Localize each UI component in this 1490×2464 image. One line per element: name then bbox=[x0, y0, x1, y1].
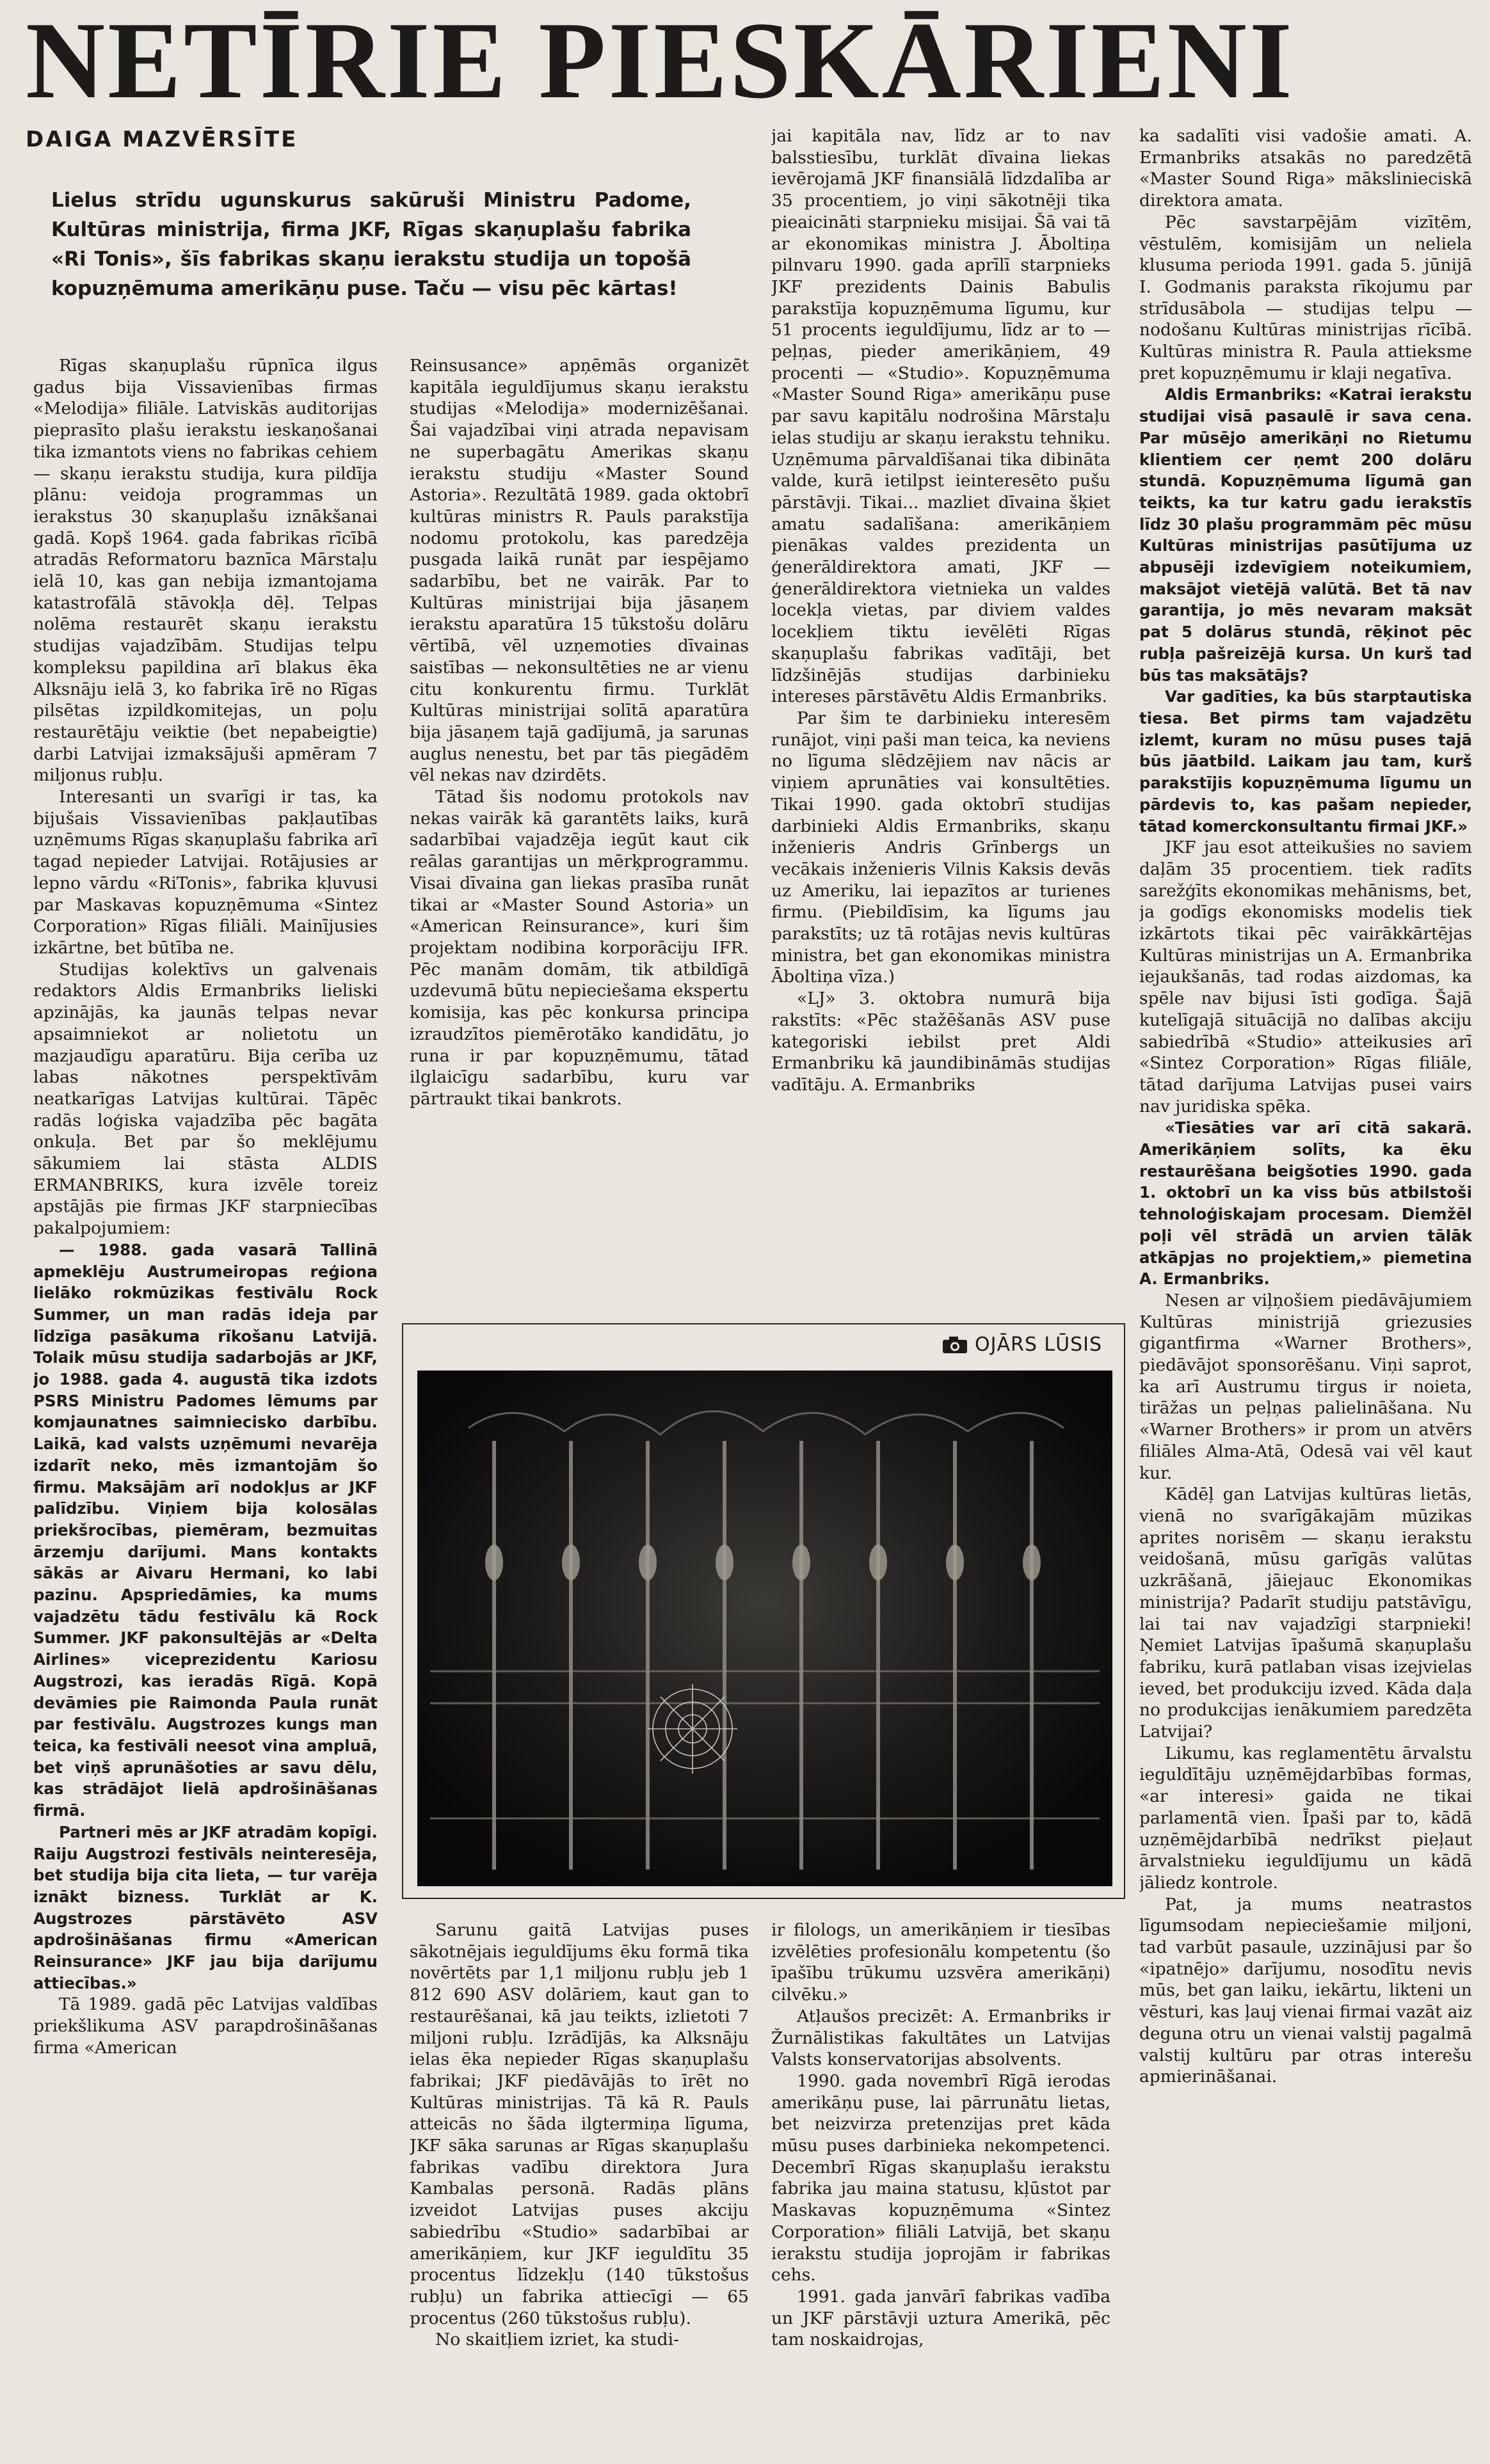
column-3-bottom bbox=[771, 1920, 1110, 2460]
body-paragraph: Reinsusance» apņēmās organizēt kapitāla ieguldījumus skaņu ierakstu studijas «Melodija» modernizēšanai. Šai vajadzībai viņi atrada nepavisam ne superbagātu Amerikas skaņu ierakstu studiju «Master Sound Astoria». Rezultātā 1989. gada oktobrī kultūras ministrs R. Pauls parakstīja nodomu protokolu, kas paredzēja pusgada laikā runāt par iespējamo sadarbību, bet ne vairāk. Par to Kultūras ministrijai bija jāsaņem ierakstu aparatūra 15 tūkstošu dolāru vērtībā, vēl uzņemoties dīvainas saistības — nekonsultēties ne ar vienu citu konkurentu firmu. Turklāt Kultūras ministrijai solītā aparatūra bija jāsaņem tajā gadījumā, ja sarunas auglus nenestu, bet par tās piegādēm vēl nekas nav dzirdēts. bbox=[410, 356, 749, 786]
lead-paragraph: Lielus strīdu ugunskurus sakūruši Ministru Padome, Kultūras ministrija, firma JKF, Rīgas skaņuplašu fabrika «Ri Tonis», šīs fabrikas skaņu ierakstu studija un topošā kopuzņēmuma amerikāņu puse. Taču — visu pēc kārtas! bbox=[51, 189, 691, 300]
body-paragraph: Studijas kolektīvs un galvenais redaktors Aldis Ermanbriks lieliski apzinājās, ka jaunās telpas nevar apsaimniekot ar nolietotu un mazjaudīgu aparatūru. Bija cerība uz labas nākotnes perspektīvām neatkarīgas Latvijas kultūrai. Tāpēc radās loģiska vajadzība pēc bagāta onkuļa. Bet par šo meklējumu sākumiem lai stāsta ALDIS ERMANBRIKS, kura izvēle toreiz apstājās pie firmas JKF starpniecības pakalpojumiem: bbox=[33, 959, 378, 1239]
body-paragraph: Pēc savstarpējām vizītēm, vēstulēm, komisijām un neliela klusuma perioda 1991. gada 5. jūnijā I. Godmanis paraksta rīkojumu par strīdusābola — studijas telpu — nodošanu Kultūras ministrijas rīcībā. Kultūras ministra R. Paula attieksme pret kopuzņēmumu ir klaji negatīva. bbox=[1139, 212, 1472, 383]
body-paragraph: Nesen ar viļņošiem piedāvājumiem Kultūras ministrijā griezusies gigantfirma «Warner Brothers», piedāvājot sponsorēšanu. Viņi saprot, ka arī Austrumu tirgus ir noieta, tirāžas un peļņas palielināšana. Nu «Warner Brothers» ir prom un atvērs filiāles Alma-Atā, Odesā vai vēl kaut kur. bbox=[1139, 1290, 1472, 1483]
body-paragraph: JKF jau esot atteikušies no saviem daļām 35 procentiem. tiek radīts sarežģīts ekonomikas mehānisms, bet, ja godīgs ekonomisks modelis tiek izkārtots tikai pēc vairākkārtējas Kultūras ministrijas un A. Ermanbrika iejaukšanās, tad rodas aizdomas, ka spēle nav bijusi īsti godīga. Šajā kutelīgajā situācijā no dalības akciju sabiedrībā «Studio» atteikusies arī «Sintez Corporation» Rīgas filiāle, tātad darījuma Latvijas pusei vairs nav juridiska spēka. bbox=[1139, 838, 1472, 1117]
photo-fence-spiderweb bbox=[417, 1371, 1112, 1886]
body-paragraph: No skaitļiem izriet, ka studi- bbox=[435, 2330, 680, 2350]
body-paragraph: jai kapitāla nav, līdz ar to nav balsstiesību, turklāt dīvaina liekas ievērojamā JKF finansiālā līdzdalība ar 35 procentiem, jo viņi sākotnēji tika pieaicināti starpnieku misijai. Šā vai tā ar ekonomikas ministra J. Āboltiņa pilnvaru 1990. gada aprīlī starpnieks JKF prezidents Dainis Babulis parakstīja kopuzņēmuma līgumu, kur 51 procents ieguldījumu, līdz ar to — peļņas, pieder amerikāņiem, 49 procenti — «Studio». Kopuzņēmuma «Master Sound Riga» amerikāņu puse par savu kapitālu nodrošina Mārstaļu ielas studiju ar skaņu ierakstu tehniku. Uzņēmuma pārvaldīšanai tika dibināta valde, kurā ietilpst ieinteresēto pušu pārstāvji. Tikai... mazliet dīvaina šķiet amatu sadalīšana: amerikāņiem pienākas valdes prezidenta un ģenerāldirektora amati, JKF — ģenerāldirektora vietnieka un valdes locekļa vietas, par diviem valdes locekļiem tiktu ievēlēti Rīgas skaņuplašu fabrikas vadītāji, bet līdzšinējās studijas darbinieku intereses pārstāvētu Aldis Ermanbriks. bbox=[771, 126, 1110, 707]
photo-illustration bbox=[417, 1371, 1112, 1886]
body-paragraph: 1991. gada janvārī fabrikas vadība un JKF pārstāvji uztura Amerikā, pēc tam noskaidrojas, bbox=[771, 2286, 1110, 2350]
author-byline: DAIGA MAZVĒRSĪTE bbox=[26, 127, 298, 152]
interview-quote: Aldis Ermanbriks: «Katrai ierakstu studijai visā pasaulē ir sava cena. Par mūsējo amerikāņi no Rietumu klientiem cer ņemt 200 dolāru stundā. Kopuzņēmuma līgumā gan teikts, ka tur katru gadu ierakstīs līdz 30 plašu programmām pēc mūsu Kultūras ministrijas pasūtījuma uz abpusēji izdevīgiem noteikumiem, maksājot vietējā valūtā. Bet tā nav garantija, jo mēs nevaram maksāt pat 5 dolārus stundā, rēķinot pēc rubļa pašreizējā kursa. Un kurš tad būs tas maksātājs? bbox=[1139, 385, 1472, 685]
body-paragraph: 1990. gada novembrī Rīgā ierodas amerikāņu puse, lai pārrunātu lietas, bet neizvirza pretenzijas pret kāda mūsu puses darbinieka nekompetenci. Decembrī Rīgas skaņuplašu ierakstu fabrika jau maina statusu, kļūstot par Maskavas kopuzņēmuma «Sintez Corporation» filiāli Latvijā, bet skaņu ierakstu studija joprojām ir fabrikas cehs. bbox=[771, 2071, 1110, 2285]
column-3-top bbox=[771, 125, 1110, 1347]
interview-quote: — 1988. gada vasarā Tallinā apmeklēju Austrumeiropas reģiona lielāko rokmūzikas festivālu Rock Summer, un man radās ideja par līdzīga pasākuma rīkošanu Latvijā. Tolaik mūsu studija sadarbojās ar JKF, jo 1988. gada 4. augustā tika izdots PSRS Ministru Padomes lēmums par komjaunatnes saimniecisko darbību. Laikā, kad valsts uzņēmumi nevarēja izdarīt neko, mēs izmantojām šo firmu. Maksājām arī nodokļus ar JKF palīdzību. Viņiem bija kolosālas priekšrocības, piemēram, bezmuitas ārzemju darījumi. Mans kontakts sākās ar Aivaru Hermani, ko labi pazinu. Apspriedāmies, ka mums vajadzētu tādu festivālu kā Rock Summer. JKF pakonsultējās ar «Delta Airlines» viceprezidentu Kariosu Augstrozi, kas ieradās Rīgā. Kopā devāmies pie Raimonda Paula runāt par festivālu. Augstrozes kungs man teica, ka festivāli neesot vina ampluā, bet viņš aprunāšoties ar savu dēlu, kas strādājot lielā apdrošināšanas firmā. bbox=[33, 1240, 378, 1820]
photo-frame bbox=[402, 1323, 1125, 1899]
photo-credit-name: OJĀRS LŪSIS bbox=[974, 1333, 1102, 1356]
body-paragraph: Par šim te darbinieku interesēm runājot, viņi paši man teica, ka neviens no līguma slēdzējiem nav nācis ar viņiem aprunāties vai konsultēties. Tikai 1990. gada oktobrī studijas darbinieki Aldis Ermanbriks, skaņu inženieris Andris Grīnbergs un vecākais inženieris Vilnis Kaksis devās uz Ameriku, lai iepazītos ar turienes firmu. (Piebildīsim, ka līgums jau parakstīts; uz tā rotājas nevis kultūras ministra, bet gan ekonomikas ministra Āboltiņa vīza.) bbox=[771, 708, 1110, 987]
spiderweb-icon bbox=[648, 1684, 737, 1774]
column-2-top bbox=[410, 355, 749, 1286]
body-paragraph: Tā 1989. gadā pēc Latvijas valdības priekšlikuma ASV parapdrošināšanas firma «American bbox=[33, 1994, 378, 2058]
column-4 bbox=[1139, 125, 1472, 2461]
body-paragraph: Tātad šis nodomu protokols nav nekas vairāk kā garantēts laiks, kurā sadarbībai vajadzēja iegūt kaut cik reālas garantijas un mērķprogrammu. Visai dīvaina gan liekas prasība runāt tikai ar «Master Sound Astoria» un «American Reinsurance», kuri šim projektam nodibina korporāciju IFR. Pēc manām domām, tik atbildīgā uzdevumā būtu nepieciešama ekspertu komisija, kas pēc konkursa principa izraudzītos piemērotāko kandidātu, jo runa ir par kopuzņēmumu, tātad ilglaicīgu sadarbību, kuru var pārtraukt tikai bankrots. bbox=[410, 787, 749, 1109]
body-paragraph: ka sadalīti visi vadošie amati. A. Ermanbriks atsakās no paredzētā «Master Sound Riga» mākslinieciskā direktora amata. bbox=[1139, 126, 1472, 211]
body-paragraph: Interesanti un svarīgi ir tas, ka bijušais Vissavienības pakļautības uzņēmums Rīgas skaņuplašu fabrika arī tagad nepieder Latvijai. Rotājusies ar lepno vārdu «RiTonis», fabrika kļuvusi par Maskavas kopuzņēmuma «Sintez Corporation» Rīgas filiāli. Mainījusies izkārtne, bet būtība ne. bbox=[33, 787, 378, 958]
body-paragraph: «LJ» 3. oktobra numurā bija rakstīts: «Pēc stažēšanās ASV puse kategoriski iebilst pret Aldi Ermanbriku kā jaundibināmās studijas vadītāju. A. Ermanbriks bbox=[771, 989, 1110, 1095]
interview-quote: «Tiesāties var arī citā sakarā. Amerikāņiem solīts, ka ēku restaurēšana beigšoties 1990. gada 1. oktobrī un ka viss būs atbilstoši tehnoloģiskajam procesam. Diemžēl poļi vēl strādā un arvien tālāk atkāpjas no projektiem,» piemetina A. Ermanbriks. bbox=[1139, 1118, 1472, 1289]
body-paragraph: Kādēļ gan Latvijas kultūras lietās, vienā no svarīgākajām mūzikas aprites norisēm — skaņu ierakstu veidošanā, mūsu garīgās valūtas uzkrāšanā, jāiejauc Ekonomikas ministrija? Padarīt studiju patstāvīgu, lai tai nav vajadzīgi starpnieki! Ņemiet Latvijas īpašumā skaņuplašu fabriku, kurā patlaban visas izejvielas ieved, bet produkciju izved. Kāda daļa no produkcijas ienākumiem paredzēta Latvijai? bbox=[1139, 1484, 1472, 1742]
interview-quote: Partneri mēs ar JKF atradām kopīgi. Raiju Augstrozi festivāls neinteresēja, bet studija bija cita lieta, — tur varēja iznākt bizness. Turklāt ar K. Augstrozes pārstāvēto ASV apdrošināšanas firmu «American Reinsurance» JKF jau bija darījumu attiecības.» bbox=[33, 1822, 378, 1992]
body-paragraph: Rīgas skaņuplašu rūpnīca ilgus gadus bija Vissavienības firmas «Melodija» filiāle. Latviskās auditorijas pieprasīto plašu ierakstu ieskaņošanai tika izmantots viens no fabrikas cehiem — skaņu ierakstu studija, kura pildīja plānu: veidoja programmas un ierakstus 30 skaņuplašu iznākšanai gadā. Kopš 1964. gada fabrikas rīcībā atradās Reformatoru baznīca Mārstaļu ielā 10, kas gan nebija izmantojama katastrofālā stāvokļa dēļ. Telpas nolēma restaurēt skaņu ierakstu studijas vajadzībām. Studijas telpu kompleksu papildina arī blakus ēka Alksnāju ielā 3, ko fabrika īrē no Rīgas pilsētas izpildkomitejas, un poļu restaurētāju veiktie (bet nepabeigtie) darbi Latvijai izmaksājuši apmēram 7 miljonus rubļu. bbox=[33, 356, 378, 786]
camera-icon bbox=[941, 1335, 968, 1355]
body-paragraph: Likumu, kas reglamentētu ārvalstu ieguldītāju uzņēmējdarbības formas, «ar interesi» gaida ne tikai parlamentā vien. Īpaši par to, kādā uzņēmējdarbībā nedrīkst pieļaut ārvalstnieku ieguldījumu un kādā jāliedz kontrole. bbox=[1139, 1743, 1472, 1893]
column-1 bbox=[33, 355, 378, 2460]
body-paragraph: ir filologs, un amerikāņiem ir tiesības izvēlēties profesionālu kompetentu (šo īpašību trūkumu uzsvēra amerikāņi) cilvēku.» bbox=[771, 1920, 1110, 2005]
interview-quote: Var gadīties, ka būs starptautiska tiesa. Bet pirms tam vajadzētu izlemt, kuram no mūsu puses tajā būs jāatbild. Laikam jau tam, kurš parakstījis kopuzņēmuma līgumu un pārdevis to, kas pašam nepieder, tātad komerckonsultantu firmai JKF.» bbox=[1139, 687, 1472, 836]
body-paragraph: Sarunu gaitā Latvijas puses sākotnējais ieguldījums ēku formā tika novērtēts par 1,1 miljonu rubļu jeb 1 812 690 ASV dolāriem, kaut gan to restaurēšanai, kā jau teikts, izlietoti 7 miljoni rubļu. Izrādījās, ka Alksnāju ielas ēka nepieder Rīgas skaņuplašu fabrikai; JKF piedāvājās to īrēt no Kultūras ministrijas. Tā kā R. Pauls atteicās no šāda ilgtermiņa līguma, JKF sāka sarunas ar Rīgas skaņuplašu fabrikas vadību direktora Jura Kambalas personā. Radās plāns izveidot Latvijas puses akciju sabiedrību «Studio» sadarbībai ar amerikāņiem, kur JKF ieguldītu 35 procentus līdzekļu (140 tūkstošus rubļu) un fabrika attiecīgi — 65 procentus (260 tūkstošus rubļu). bbox=[410, 1920, 749, 2328]
headline: NETĪRIE PIESKĀRIENI bbox=[26, 0, 1295, 122]
body-paragraph: Atļaušos precizēt: A. Ermanbriks ir Žurnālistikas fakultātes un Latvijas Valsts konservatorijas absolvents. bbox=[771, 2006, 1110, 2070]
photo-credit bbox=[941, 1333, 1102, 1356]
body-paragraph: Pat, ja mums neatrastos līgumsodam nepieciešamie miljoni, tad varbūt pasaule, uzzinājusi par šo «ipatnējo» darījumu, nosodītu nevis mūs, bet gan laiku, iekārtu, likteni un vēsturi, kas ļauj vienai firmai vazāt aiz deguna otru un vienai valstij pagalmā valstij kultūru par otras interešu apmierināšanai. bbox=[1139, 1894, 1472, 2087]
column-2-bottom bbox=[410, 1920, 749, 2460]
